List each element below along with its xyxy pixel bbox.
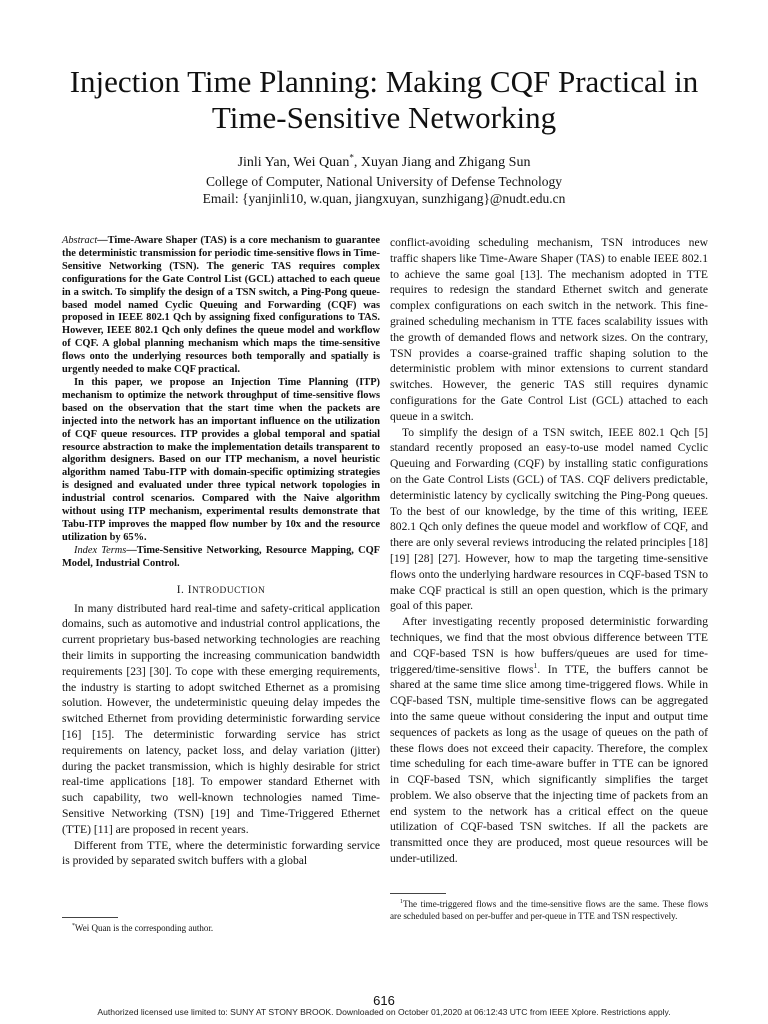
index-terms — [62, 545, 380, 571]
license-notice: Authorized licensed use limited to: SUNY AT STONY BROOK. Downloaded on October 01,2020 at 06:12:43 UTC from IEEE Xplore. Restrictions apply. — [97, 1007, 671, 1017]
section-heading — [62, 584, 380, 596]
footnote-left — [62, 917, 380, 934]
author-names-part: , Xuyan Jiang and Zhigang Sun — [353, 155, 531, 170]
abstract-paragraph: In this paper, we propose an Injection Time Planning (ITP) mechanism to optimize the network throughput of time-sensitive flows based on the observation that the start time when the packets are injected into the network has an important influence on the utilization of CQF queue resources. ITP provides a global temporal and spatial resource abstraction to make the implementation details transparent to algorithm designers. Based on our ITP mechanism, a novel heuristic algorithm named Tabu-ITP with domain-specific optimizing strategies is designed and evaluated under three typical network topologies in industrial control scenarios. Compared with the Naive algorithm without using ITP mechanism, experimental results demonstrate that Tabu-ITP improves the mapped flow number by 10x and the resource utilization by 65%. — [62, 376, 380, 543]
body-text: . In TTE, the buffers cannot be shared at the same time slice among time-triggered flows. While in CQF-based TSN, multiple time-sensitive flows can be aggregated into the same queue without considering the input and output time sequences of packets as long as the usage of queues on the path of these flows does not exceed their capacity. Therefore, the complex time scheduling for each time-aware buffer in TTE can be ignored in CQF-based TSN, which significantly simplifies the target problem. We also observe that the injecting time of packets from an end system to the network has a critical effect on the queue utilization of CQF-based TSN switches. If all the packets are transmitted once they are produced, most queue resources will be under-utilized. — [390, 662, 708, 866]
footnote-text — [62, 923, 380, 934]
body-paragraph: In many distributed hard real-time and safety-critical application domains, such as automotive and industrial control applications, the current proprietary bus-based networking technologies are reaching their limits in supporting the increasing communication bandwidth requirements [23] [30]. To cope with these emerging requirements, the industry is starting to adopt switched Ethernet as a promising solution. However, the undeterministic queuing delay impedes the switched Ethernet from providing deterministic forwarding service [16] [15]. The deterministic forwarding service has strict requirements on latency, packet loss, and delay variation (jitter) during the packet transmission, which is highly desirable for strict real-time applications [18]. To empower standard Ethernet with such capability, two well-known technologies named Time-Sensitive Networking (TSN) [19] and Time-Triggered Ethernet (TTE) [11] are proposed in recent years. — [62, 601, 380, 836]
affiliation: College of Computer, National University of Defense Technology — [206, 174, 562, 189]
body-paragraph: Different from TTE, where the deterministic forwarding service is provided by separated switch buffers with a global — [62, 838, 380, 868]
footnote-mark: * — [72, 923, 75, 929]
abstract-text: —Time-Aware Shaper (TAS) is a core mechanism to guarantee the deterministic transmission for periodic time-sensitive flows in Time-Sensitive Networking (TSN). The generic TAS requires complex configurations for the Gate Control List (GCL) attached to each queue in a switch. To simplify the design of a TSN switch, a Ping-Pong queue-based model named Cyclic Queuing and Forwarding (CQF) was proposed in IEEE 802.1 Qch by assigning fixed configurations to TAS. However, IEEE 802.1 Qch only defines the queue model and workflow of CQF. A global planning mechanism which maps the time-sensitive flows onto the underlying resources both temporally and spatially is urgently needed to make CQF practical. — [62, 235, 380, 376]
left-column — [62, 235, 380, 869]
page-number: 616 — [373, 993, 395, 1008]
body-paragraph — [390, 614, 708, 867]
footnote-ref: 1 — [533, 660, 538, 670]
right-column — [390, 235, 708, 867]
abstract-paragraph — [62, 235, 380, 377]
footnote-right — [390, 893, 708, 922]
author-names-part: Jinli Yan, Wei Quan — [237, 155, 350, 170]
author-block — [0, 154, 768, 207]
section-heading-rest: NTRODUCTION — [192, 585, 266, 596]
index-terms-text: —Time-Sensitive Networking, Resource Mapping, CQF Model, Industrial Control. — [62, 544, 380, 569]
abstract-label: Abstract — [62, 235, 98, 246]
paper-title: Injection Time Planning: Making CQF Practical in Time-Sensitive Networking — [69, 64, 699, 135]
author-names — [0, 154, 768, 171]
section-heading-numeral: I. I — [176, 583, 193, 596]
index-terms-label: Index Terms — [74, 544, 127, 556]
footnote-body: The time-triggered flows and the time-sensitive flows are the same. These flows are scheduled based on per-buffer and per-queue in TTE and TSN respectively. — [390, 899, 708, 921]
body-text: After investigating recently proposed deterministic forwarding techniques, we find that the most obvious difference between TTE and CQF-based TSN is how buffers/queues are used for time-triggered/time-sensitive flows — [390, 615, 708, 676]
footnote-rule — [62, 917, 118, 918]
corresponding-mark: * — [349, 152, 354, 163]
footnote-mark: 1 — [400, 898, 403, 905]
footnote-rule — [390, 893, 446, 894]
footnote-text — [390, 899, 708, 922]
author-email: Email: {yanjinli10, w.quan, jiangxuyan, sunzhigang}@nudt.edu.cn — [202, 191, 566, 206]
footnote-body: Wei Quan is the corresponding author. — [74, 923, 214, 933]
body-paragraph: To simplify the design of a TSN switch, IEEE 802.1 Qch [5] standard recently proposed an easy-to-use model named Cyclic Queuing and Forwarding (CQF) by installing static configurations on the Gate Control Lists (GCL) of TAS. CQF delivers predictable, deterministic latency by cyclically switching the Ping-Pong queues. To the best of our knowledge, by the time of this writing, IEEE 802.1 Qch only defines the queue model and workflow of CQF, and there are only several reviews introducing the related principles [18] [19] [28] [27]. However, how to map the targeting time-sensitive flows onto the underlying hardware resources in CQF-based TSN to make CQF practical is still an open question, which is the primary goal of this paper. — [390, 425, 708, 613]
body-paragraph: conflict-avoiding scheduling mechanism, TSN introduces new traffic shapers like Time-Aware Shaper (TAS) to enable IEEE 802.1 to achieve the same goal [13]. The mechanism adopted in TTE requires to redesign the standard Ethernet switch and generate complex configurations on each switch in the network. This fine-grained scheduling mechanism in TTE faces scalability issues with the growth of demanded flows and network sizes. On the contrary, TSN provides a coarse-grained traffic shaping solution to the deterministic problem with minor extensions to current standard switches. However, the generic TAS still requires dynamic configurations for the Gate Control List (GCL) attached to each queue in a switch. — [390, 236, 708, 423]
